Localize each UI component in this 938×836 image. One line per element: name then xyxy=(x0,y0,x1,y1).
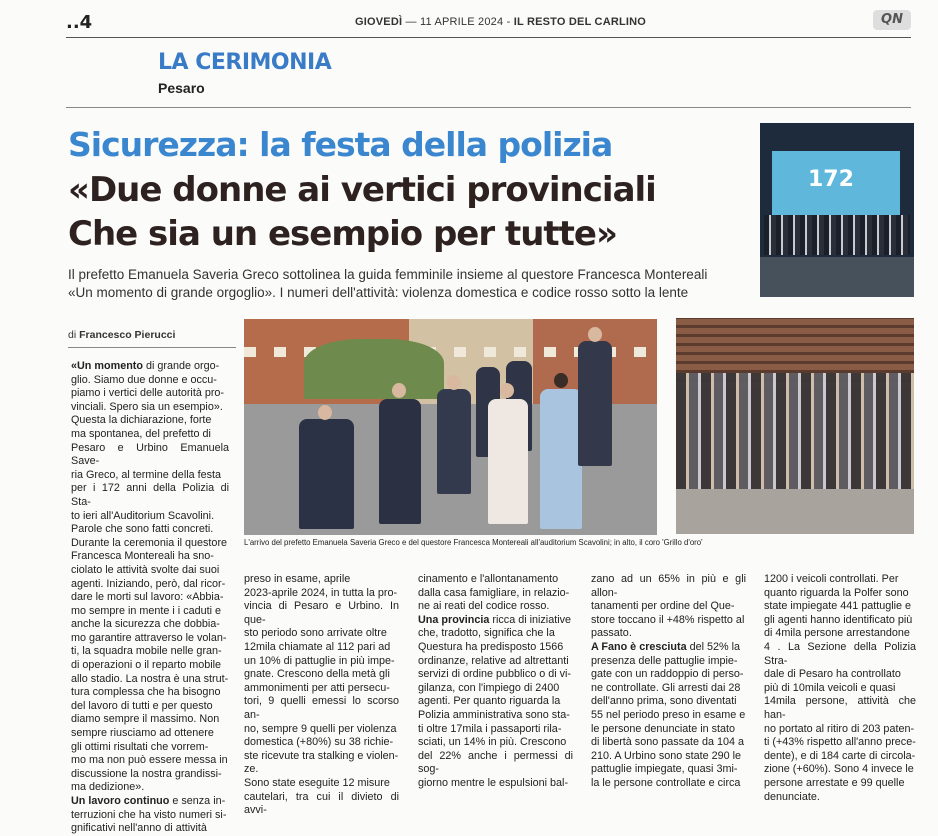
text-line: passato. xyxy=(591,627,632,640)
text-line: ti, la squadra mobile nelle gran- xyxy=(71,645,222,658)
text-line: tori, 9 quelli emessi lo scorso an- xyxy=(244,695,399,721)
text-line: ze. xyxy=(244,763,259,776)
photo-screen-text: 172 xyxy=(808,167,854,192)
text-line: zano ad un 65% in più e gli allon- xyxy=(591,573,746,599)
article-column-3 xyxy=(418,573,573,791)
text-line: ordinanze, relative ad altrettanti xyxy=(418,654,569,667)
text-line: vinciali. Spero sia un esempio». xyxy=(71,400,223,413)
text-line: gli agenti hanno identificato più xyxy=(764,613,913,626)
folio-separator-2: - xyxy=(506,16,511,28)
text-line: le persone denunciate in stato xyxy=(591,722,736,735)
headline-line: «Due donne ai vertici provinciali xyxy=(68,170,656,210)
text-line: agenti. Per quanto riguarda la xyxy=(418,695,561,708)
text-line xyxy=(71,795,229,809)
text-line: dare le morti sul lavoro: «Abbia- xyxy=(71,591,224,604)
byline-prefix: di xyxy=(68,329,77,341)
text-line: gnificativi nell'anno di attività xyxy=(71,822,207,835)
text-line: la le persone controllate e circa xyxy=(591,776,741,789)
photo-questore xyxy=(540,389,582,529)
text-line: sciati, un 14% in più. Crescono xyxy=(418,736,567,749)
article-column-5 xyxy=(764,573,916,804)
text-line: store toccano il +48% rispetto al xyxy=(591,613,745,626)
qn-logo: QN xyxy=(873,10,911,30)
text-line: mo sempre in mente i i caduti e xyxy=(71,604,222,617)
article-column-4 xyxy=(591,573,746,791)
photo-choir xyxy=(760,123,914,297)
text-line: ti (+43% rispetto all'anno prece- xyxy=(764,736,916,749)
text-line: tura complessa che ha bisogno xyxy=(71,686,221,699)
text-line: sto periodo sono arrivate oltre xyxy=(244,627,387,640)
headline-line: Che sia un esempio per tutte» xyxy=(68,214,617,254)
photo-choir-members xyxy=(764,215,910,255)
text-line: dell'anno prima, sono diventati xyxy=(591,695,737,708)
photo-questore-head xyxy=(554,373,568,388)
article-paragraph xyxy=(244,777,399,818)
article-paragraph xyxy=(418,573,573,614)
text-line: dale di Pesaro ha controllato xyxy=(764,668,901,681)
text-line: di operazioni o il reparto mobile xyxy=(71,659,222,672)
text-line: 14mila persone, attività che han- xyxy=(764,695,916,721)
text-line: Francesca Montereali ha sno- xyxy=(71,550,214,563)
text-line: state impiegate 441 pattuglie e xyxy=(764,600,912,613)
text-line: gate con un raddoppio di perso- xyxy=(591,668,744,681)
photo-officer xyxy=(578,341,612,466)
text-line: ciolato le attività svolte dai suoi xyxy=(71,563,220,576)
article-subhead xyxy=(68,266,758,302)
text-line: Polizia amministrativa sono sta- xyxy=(418,708,570,721)
text-line: no portato al ritiro di 203 paten- xyxy=(764,722,915,735)
text-line: presenza delle pattuglie impie- xyxy=(591,654,738,667)
text-line: anche la sicurezza che dobbia- xyxy=(71,618,220,631)
photo-officer-head xyxy=(318,405,332,420)
text-line: piamo i vertici delle autorità pro- xyxy=(71,387,225,400)
text-line: di libertà sono passate da 104 a xyxy=(591,736,745,749)
text-line: per i 172 anni della Polizia di Sta- xyxy=(71,482,229,508)
text-line: ti oltre 17mila i passaporti rila- xyxy=(418,722,562,735)
text-line: zione (+60%). Sono 4 invece le xyxy=(764,763,914,776)
article-paragraph xyxy=(591,573,746,641)
article-paragraph xyxy=(71,795,229,836)
text-line: Parole che sono fatti concreti. xyxy=(71,523,214,536)
folio-separator: — xyxy=(405,16,417,28)
article-paragraph xyxy=(591,641,746,791)
text-line: sempre riusciamo ad ottenere xyxy=(71,727,214,740)
text-line: 2023-aprile 2024, in tutta la pro- xyxy=(244,586,398,599)
text-line: del 22% anche i permessi di sog- xyxy=(418,749,573,776)
text-line: glio. Siamo due donne e occu- xyxy=(71,373,217,386)
subhead-line: «Un momento di grande orgoglio». I numeri dell'attività: violenza domestica e codice rosso sotto la lente xyxy=(68,285,689,300)
text-line: Pesaro e Urbino Emanuela Save- xyxy=(71,441,229,468)
folio-date: 11 APRILE 2024 xyxy=(419,16,504,28)
byline-rule xyxy=(68,347,236,348)
text-line: ne controllate. Gli arresti dai 28 xyxy=(591,681,741,694)
photo-officer xyxy=(299,419,354,529)
text-line: 4 . La Sezione della Polizia Stra- xyxy=(764,640,916,667)
photo-trees xyxy=(304,339,444,399)
section-rule xyxy=(66,107,911,108)
text-line: ne ai reati del codice rosso. xyxy=(418,600,550,613)
text-line: diamo sempre il massimo. Non xyxy=(71,713,220,726)
section-city: Pesaro xyxy=(158,80,205,96)
text-line: cautelari, tra cui il divieto di avvi- xyxy=(244,790,399,817)
photo-caption: L'arrivo del prefetto Emanuela Saveria Greco e del questore Francesca Montereali all'auditorium Scavolini; in alto, il coro 'Grillo d'oro' xyxy=(244,538,703,547)
text-line: ma dedizione». xyxy=(71,781,145,794)
text-line: del lavoro di tutti e per questo xyxy=(71,699,213,712)
text-line: gli ottimi risultati che vorrem- xyxy=(71,740,209,753)
text-line: no, sempre 9 quelli per violenza xyxy=(244,722,397,735)
text-line: dente), e di 184 carte di circola- xyxy=(764,749,916,762)
text-line: 55 nel periodo preso in esame e xyxy=(591,708,746,721)
text-line: più di 10mila veicoli e quasi xyxy=(764,681,896,694)
text-line: pattuglie impiegate, quasi 3mi- xyxy=(591,763,738,776)
text-line: ste ricevute tra stalking e violen- xyxy=(244,749,399,762)
article-kicker: Sicurezza: la festa della polizia xyxy=(68,125,613,164)
text-line: gnate. Crescono della metà gli xyxy=(244,668,390,681)
text-line: Questura ha predisposto 1566 xyxy=(418,640,564,653)
text-line: ammonimenti per atti persecu- xyxy=(244,681,390,694)
page-number: ..4 xyxy=(66,12,93,33)
text-fragment: del 52% la xyxy=(689,640,741,653)
text-line: giorno mentre le espulsioni bal- xyxy=(418,776,569,789)
text-line: gilanza, con l'impiego di 2400 xyxy=(418,681,560,694)
photo-stage-floor xyxy=(760,257,914,297)
text-line: servizi di ordine pubblico o di vi- xyxy=(418,668,572,681)
text-line: 210. A Urbino sono state 290 le xyxy=(591,749,742,762)
text-fragment: e senza in- xyxy=(172,795,226,807)
photo-floor xyxy=(676,489,914,534)
text-line: 1200 i veicoli controllati. Per xyxy=(764,573,899,585)
text-line: quanto riguarda la Polfer sono xyxy=(764,586,909,599)
photo-officer-head xyxy=(447,375,461,390)
text-line: allo stadio. La nostra è una strut- xyxy=(71,672,229,685)
text-line: che, tradotto, significa che la xyxy=(418,627,555,640)
text-line: terruzioni che ha visto numeri si- xyxy=(71,808,227,821)
text-line: preso in esame, aprile xyxy=(244,573,351,585)
text-line: vincia di Pesaro e Urbino. In que- xyxy=(244,600,399,626)
photo-officer xyxy=(379,399,421,524)
article-headline xyxy=(68,168,748,256)
subhead-line: Il prefetto Emanuela Saveria Greco sottolinea la guida femminile insieme al questore Francesca Montereali xyxy=(68,267,708,282)
article-paragraph xyxy=(764,573,916,804)
article-column-1 xyxy=(71,360,229,836)
text-line: di 4mila persone arrestandone xyxy=(764,627,910,640)
text-line xyxy=(591,641,746,655)
text-line: denunciate. xyxy=(764,790,820,803)
text-line: persone arrestate e 99 quelle xyxy=(764,776,905,789)
text-fragment: ricca di iniziative xyxy=(492,613,572,626)
photo-officer xyxy=(437,389,471,494)
text-line: mo garantire attraverso le volan- xyxy=(71,631,227,644)
text-line: 12mila chiamate al 112 pari ad xyxy=(244,640,391,653)
byline-author: Francesco Pierucci xyxy=(79,329,176,341)
photo-officer-head xyxy=(588,327,602,342)
text-line: agenti. Iniziando, però, dal ricor- xyxy=(71,577,226,590)
text-line: un 10% di pattuglie in più impe- xyxy=(244,654,395,667)
article-paragraph xyxy=(244,573,399,777)
folio xyxy=(355,16,646,28)
text-line: dalla casa famigliare, in relazio- xyxy=(418,586,570,599)
photo-prefect xyxy=(488,399,528,524)
paragraph-lead: A Fano è cresciuta xyxy=(591,640,687,653)
folio-day: GIOVEDÌ xyxy=(355,16,403,28)
text-line: to ieri all'Auditorium Scavolini. xyxy=(71,509,215,522)
photo-crowd xyxy=(676,373,914,493)
article-column-2 xyxy=(244,573,399,818)
paragraph-lead: Una provincia xyxy=(418,613,490,626)
text-line xyxy=(418,614,573,628)
photo-arrival xyxy=(244,319,657,535)
paragraph-lead: «Un momento xyxy=(71,360,143,372)
paragraph-lead: Un lavoro continuo xyxy=(71,795,170,807)
text-line: domestica (+80%) su 38 richie- xyxy=(244,736,394,749)
folio-paper: IL RESTO DEL CARLINO xyxy=(513,16,647,28)
text-line: discussione la nostra grandissi- xyxy=(71,767,222,780)
text-line: Durante la ceremonia il questore xyxy=(71,536,228,549)
byline xyxy=(68,329,175,341)
text-line: ria Greco, al termine della festa xyxy=(71,468,222,481)
photo-audience xyxy=(676,318,914,534)
text-line: cinamento e l'allontanamento xyxy=(418,573,559,585)
article-paragraph xyxy=(71,360,229,795)
section-label: LA CERIMONIA xyxy=(158,50,332,75)
text-line: tanamenti per ordine del Que- xyxy=(591,600,735,613)
text-line: Sono state eseguite 12 misure xyxy=(244,776,390,789)
text-line: mo ma non può essere messa in xyxy=(71,754,228,767)
top-rule xyxy=(66,37,911,38)
photo-officer-head xyxy=(392,383,406,398)
text-line: ma spontanea, del prefetto di xyxy=(71,427,211,440)
text-line: Questa la dichiarazione, forte xyxy=(71,414,212,427)
photo-prefect-head xyxy=(500,383,514,398)
text-line xyxy=(71,360,229,374)
text-fragment: di grande orgo- xyxy=(145,360,220,372)
article-paragraph xyxy=(418,614,573,791)
